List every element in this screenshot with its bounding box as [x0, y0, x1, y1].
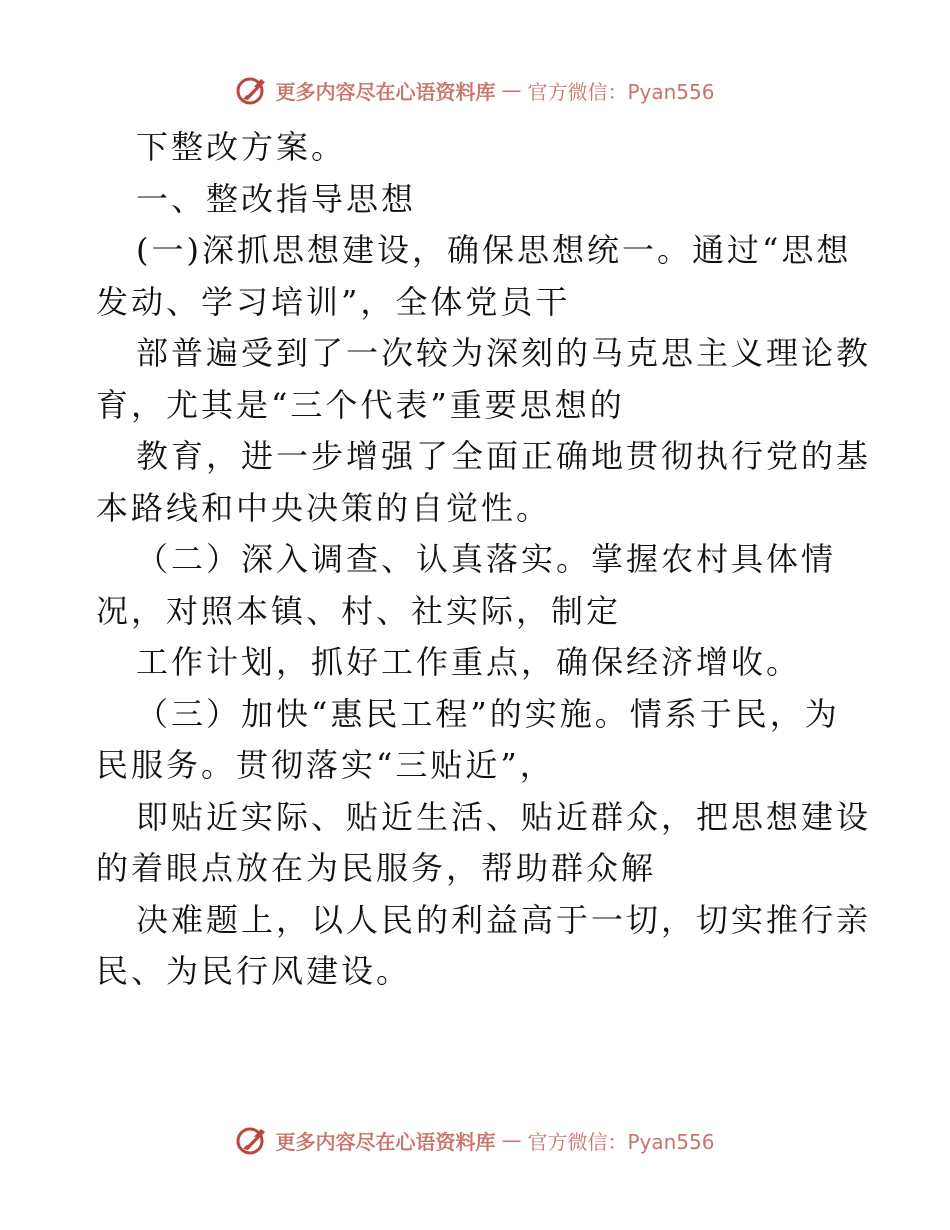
body-line: 民、为民行风建设。 [96, 952, 412, 990]
body-line: 况，对照本镇、村、社实际，制定 [96, 591, 622, 630]
body-line: 部普遍受到了一次较为深刻的马克思主义理论教 [136, 334, 872, 372]
body-line: 工作计划，抓好工作重点，确保经济增收。 [136, 643, 802, 681]
quill-pen-logo-icon [235, 73, 269, 107]
body-line: 的着眼点放在为民服务，帮助群众解 [96, 849, 657, 887]
body-line: 民服务。贯彻落实“三贴近”， [96, 746, 555, 784]
watermark-separator: — [501, 1128, 522, 1152]
watermark-wechat-tag: 官方微信：Pyan556 [527, 79, 715, 104]
header-watermark [0, 70, 950, 110]
body-line: （二）深入调查、认真落实。掌握农村具体情 [136, 540, 837, 578]
watermark-main-text: 更多内容尽在心语资料库 [275, 1129, 496, 1154]
body-line: 育，尤其是“三个代表”重要思想的 [96, 385, 625, 424]
body-line: (一)深抓思想建设，确保思想统一。通过“思想 [136, 231, 852, 269]
document-body [96, 122, 872, 998]
watermark-main-text: 更多内容尽在心语资料库 [275, 79, 496, 104]
body-line: 决难题上，以人民的利益高于一切，切实推行亲 [136, 900, 872, 939]
footer-watermark [0, 1120, 950, 1160]
body-line: 即贴近实际、贴近生活、贴近群众，把思想建设 [136, 797, 872, 836]
body-line: 本路线和中央决策的自觉性。 [96, 488, 552, 527]
body-line: （三）加快“惠民工程”的实施。情系于民，为 [136, 694, 840, 733]
body-line: 发动、学习培训”，全体党员干 [96, 282, 571, 321]
body-line: 教育，进一步增强了全面正确地贯彻执行党的基 [136, 437, 872, 475]
watermark-wechat-tag: 官方微信：Pyan556 [527, 1129, 715, 1154]
section-heading: 一、整改指导思想 [136, 179, 417, 218]
quill-pen-logo-icon [235, 1123, 269, 1157]
body-line: 下整改方案。 [136, 128, 347, 166]
watermark-separator: — [501, 78, 522, 102]
